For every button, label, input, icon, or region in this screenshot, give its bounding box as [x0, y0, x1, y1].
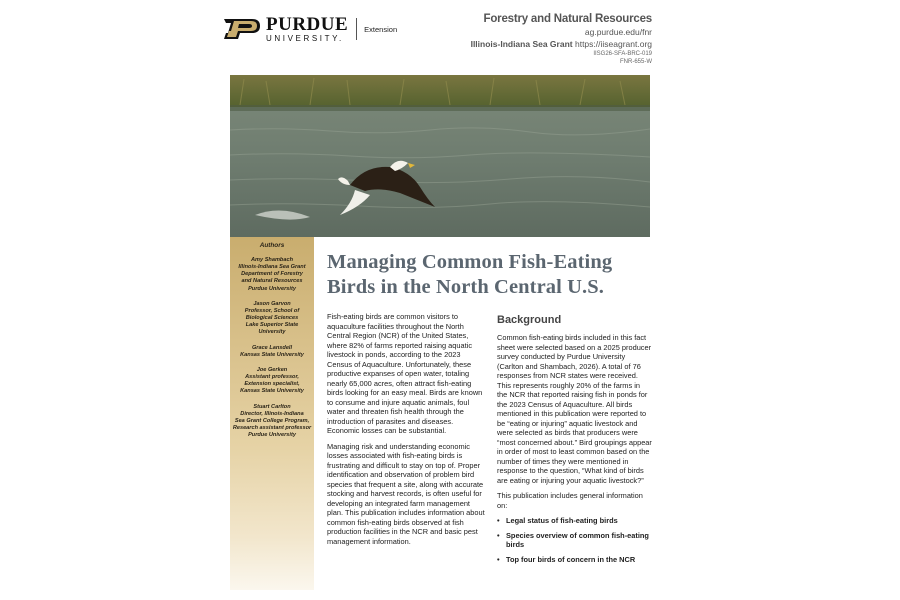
- purdue-p-icon: [222, 18, 262, 40]
- logo-divider: [356, 18, 357, 40]
- author-entry: Amy Shambach Illinois-Indiana Sea Grant Department of Forestry and Natural Resources Purdue University: [238, 257, 306, 292]
- bald-eagle-photo: [230, 75, 650, 237]
- header-credits: [471, 13, 652, 65]
- partner-name: Illinois-Indiana Sea Grant: [470, 39, 573, 49]
- partner-url[interactable]: https://iiseagrant.org: [574, 39, 652, 49]
- publication-number: FNR-655-W: [619, 59, 652, 65]
- publication-code: IISG26-SFA-BRC-019: [593, 51, 652, 57]
- author-entry: Grace Lansdell Kansas State University: [240, 344, 304, 358]
- logo-wordmark: PURDUE: [266, 14, 349, 35]
- author-entry: Joe Gerken Assistant professor, Extension specialist, Kansas State University: [240, 366, 304, 395]
- unit-name: Forestry and Natural Resources: [483, 13, 652, 25]
- author-entry: Stuart Carlton Director, Illinois-Indiana Sea Grant College Program, Research assistant professor Purdue University: [232, 403, 312, 439]
- fact-sheet-page: [222, 0, 658, 600]
- logo-extension: Extension: [364, 24, 398, 34]
- intro-column: [327, 312, 485, 552]
- background-column: [497, 313, 652, 569]
- intro-paragraph: Fish-eating birds are common visitors to aquaculture facilities throughout the North Central Region (NCR) of the United States, where 82% of farms reported raising aquatic livestock in ponds, according to the 2023 Census of Aquaculture. Unfortunately, these productive expanses of open water, totaling nearly 65,000 acres, often attract fish-eating birds looking for an easy meal. Birds are known to consume and injure aquatic animals, foul water and threaten fish health through the introduction of parasites and diseases. Economic losses can be substantial.: [327, 312, 483, 436]
- authors-sidebar: [230, 237, 314, 590]
- topic-list: [497, 516, 652, 564]
- unit-url[interactable]: ag.purdue.edu/fnr: [584, 27, 652, 37]
- background-heading: Background: [497, 314, 562, 326]
- background-paragraph: This publication includes general information on:: [497, 491, 643, 510]
- list-item: • Species overview of common fish-eating birds: [497, 531, 652, 550]
- partner-line: [471, 39, 652, 49]
- background-paragraph: Common fish-eating birds included in this fact sheet were selected based on a 2025 producer survey conducted by Purdue University (Carlton and Shambach, 2026). A total of 76 responses from NCR states were received. This represents roughly 20% of the farms in the NCR that reported raising fish in ponds for the 2023 Census of Aquaculture. All birds mentioned in this publication were reported to be “eating or injuring” aquatic livestock and were selected as birds that producers were “most concerned about.” Bird groupings appear in order of most to least common based on the number of times they were mentioned in response to the question, “What kind of birds are eating or injuring your aquatic livestock?”: [497, 333, 652, 485]
- page-title: Managing Common Fish-Eating Birds in the North Central U.S.: [327, 251, 613, 299]
- authors-heading: Authors: [259, 242, 285, 249]
- list-item: • Top four birds of concern in the NCR: [497, 555, 652, 565]
- intro-paragraph: Managing risk and understanding economic losses associated with fish-eating birds is frustrating and difficult to stay on top of. Proper identification and observation of problem bird species that frequent a site, along with accurate stocking and harvest records, is often useful for developing an integrated farm management plan. This publication includes information about common fish-eating birds observed at fish production facilities in the NCR and basic pest management information.: [327, 441, 485, 546]
- logo-university: UNIVERSITY.: [266, 34, 344, 43]
- author-entry: Jason Garvon Professor, School of Biological Sciences Lake Superior State University: [244, 300, 300, 336]
- list-item: • Legal status of fish-eating birds: [497, 516, 652, 526]
- purdue-extension-logo[interactable]: [222, 14, 397, 44]
